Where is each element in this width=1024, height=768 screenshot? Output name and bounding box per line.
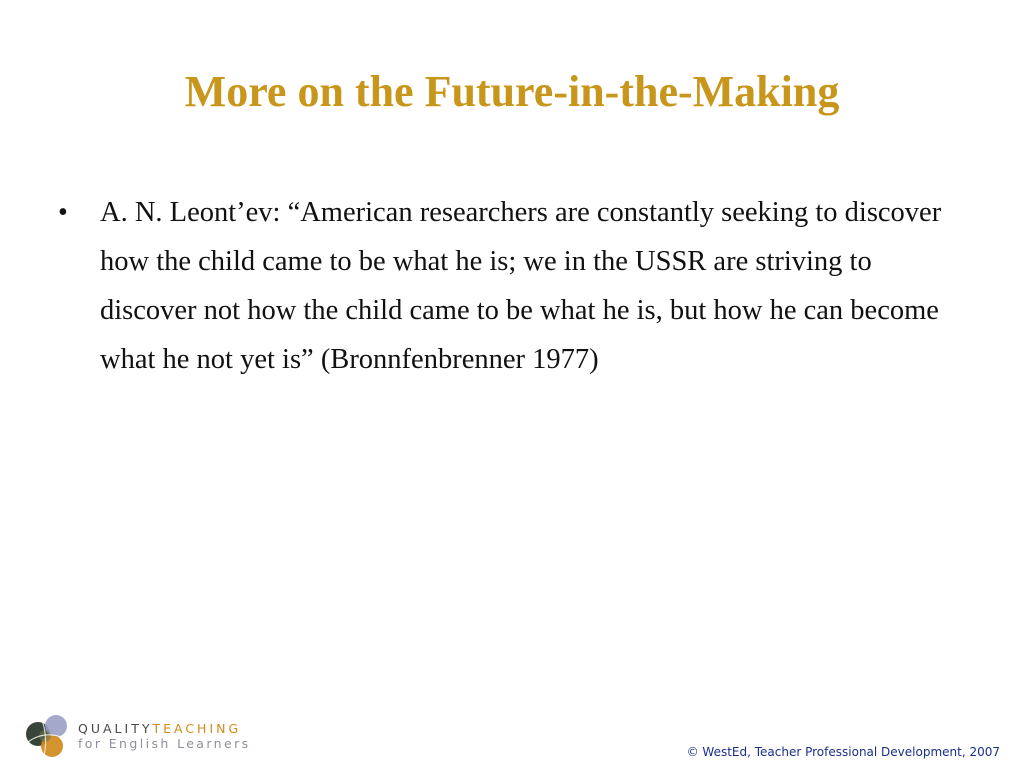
bullet-item (58, 188, 968, 384)
bullet-icon: • (58, 197, 68, 228)
slide-title: More on the Future-in-the-Making (184, 67, 840, 116)
bullet-list (58, 188, 968, 384)
copyright-notice: © WestEd, Teacher Professional Development, 2007 (686, 745, 1000, 759)
logo-wordmark (78, 722, 241, 736)
bullet-text: A. N. Leont’ev: “American researchers are constantly seeking to discover how the child came to be what he is; we in the USSR are striving to discover not how the child came to be what he is, but how he can become what he not yet is” (Bronnfenbrenner 1977) (100, 197, 942, 375)
logo-word-quality: QUALITY (78, 721, 153, 736)
logo-word-teaching: TEACHING (152, 721, 242, 736)
overlapping-circles-logo-icon (24, 712, 72, 760)
quality-teaching-logo (24, 712, 284, 762)
logo-tagline: for English Learners (78, 736, 251, 751)
